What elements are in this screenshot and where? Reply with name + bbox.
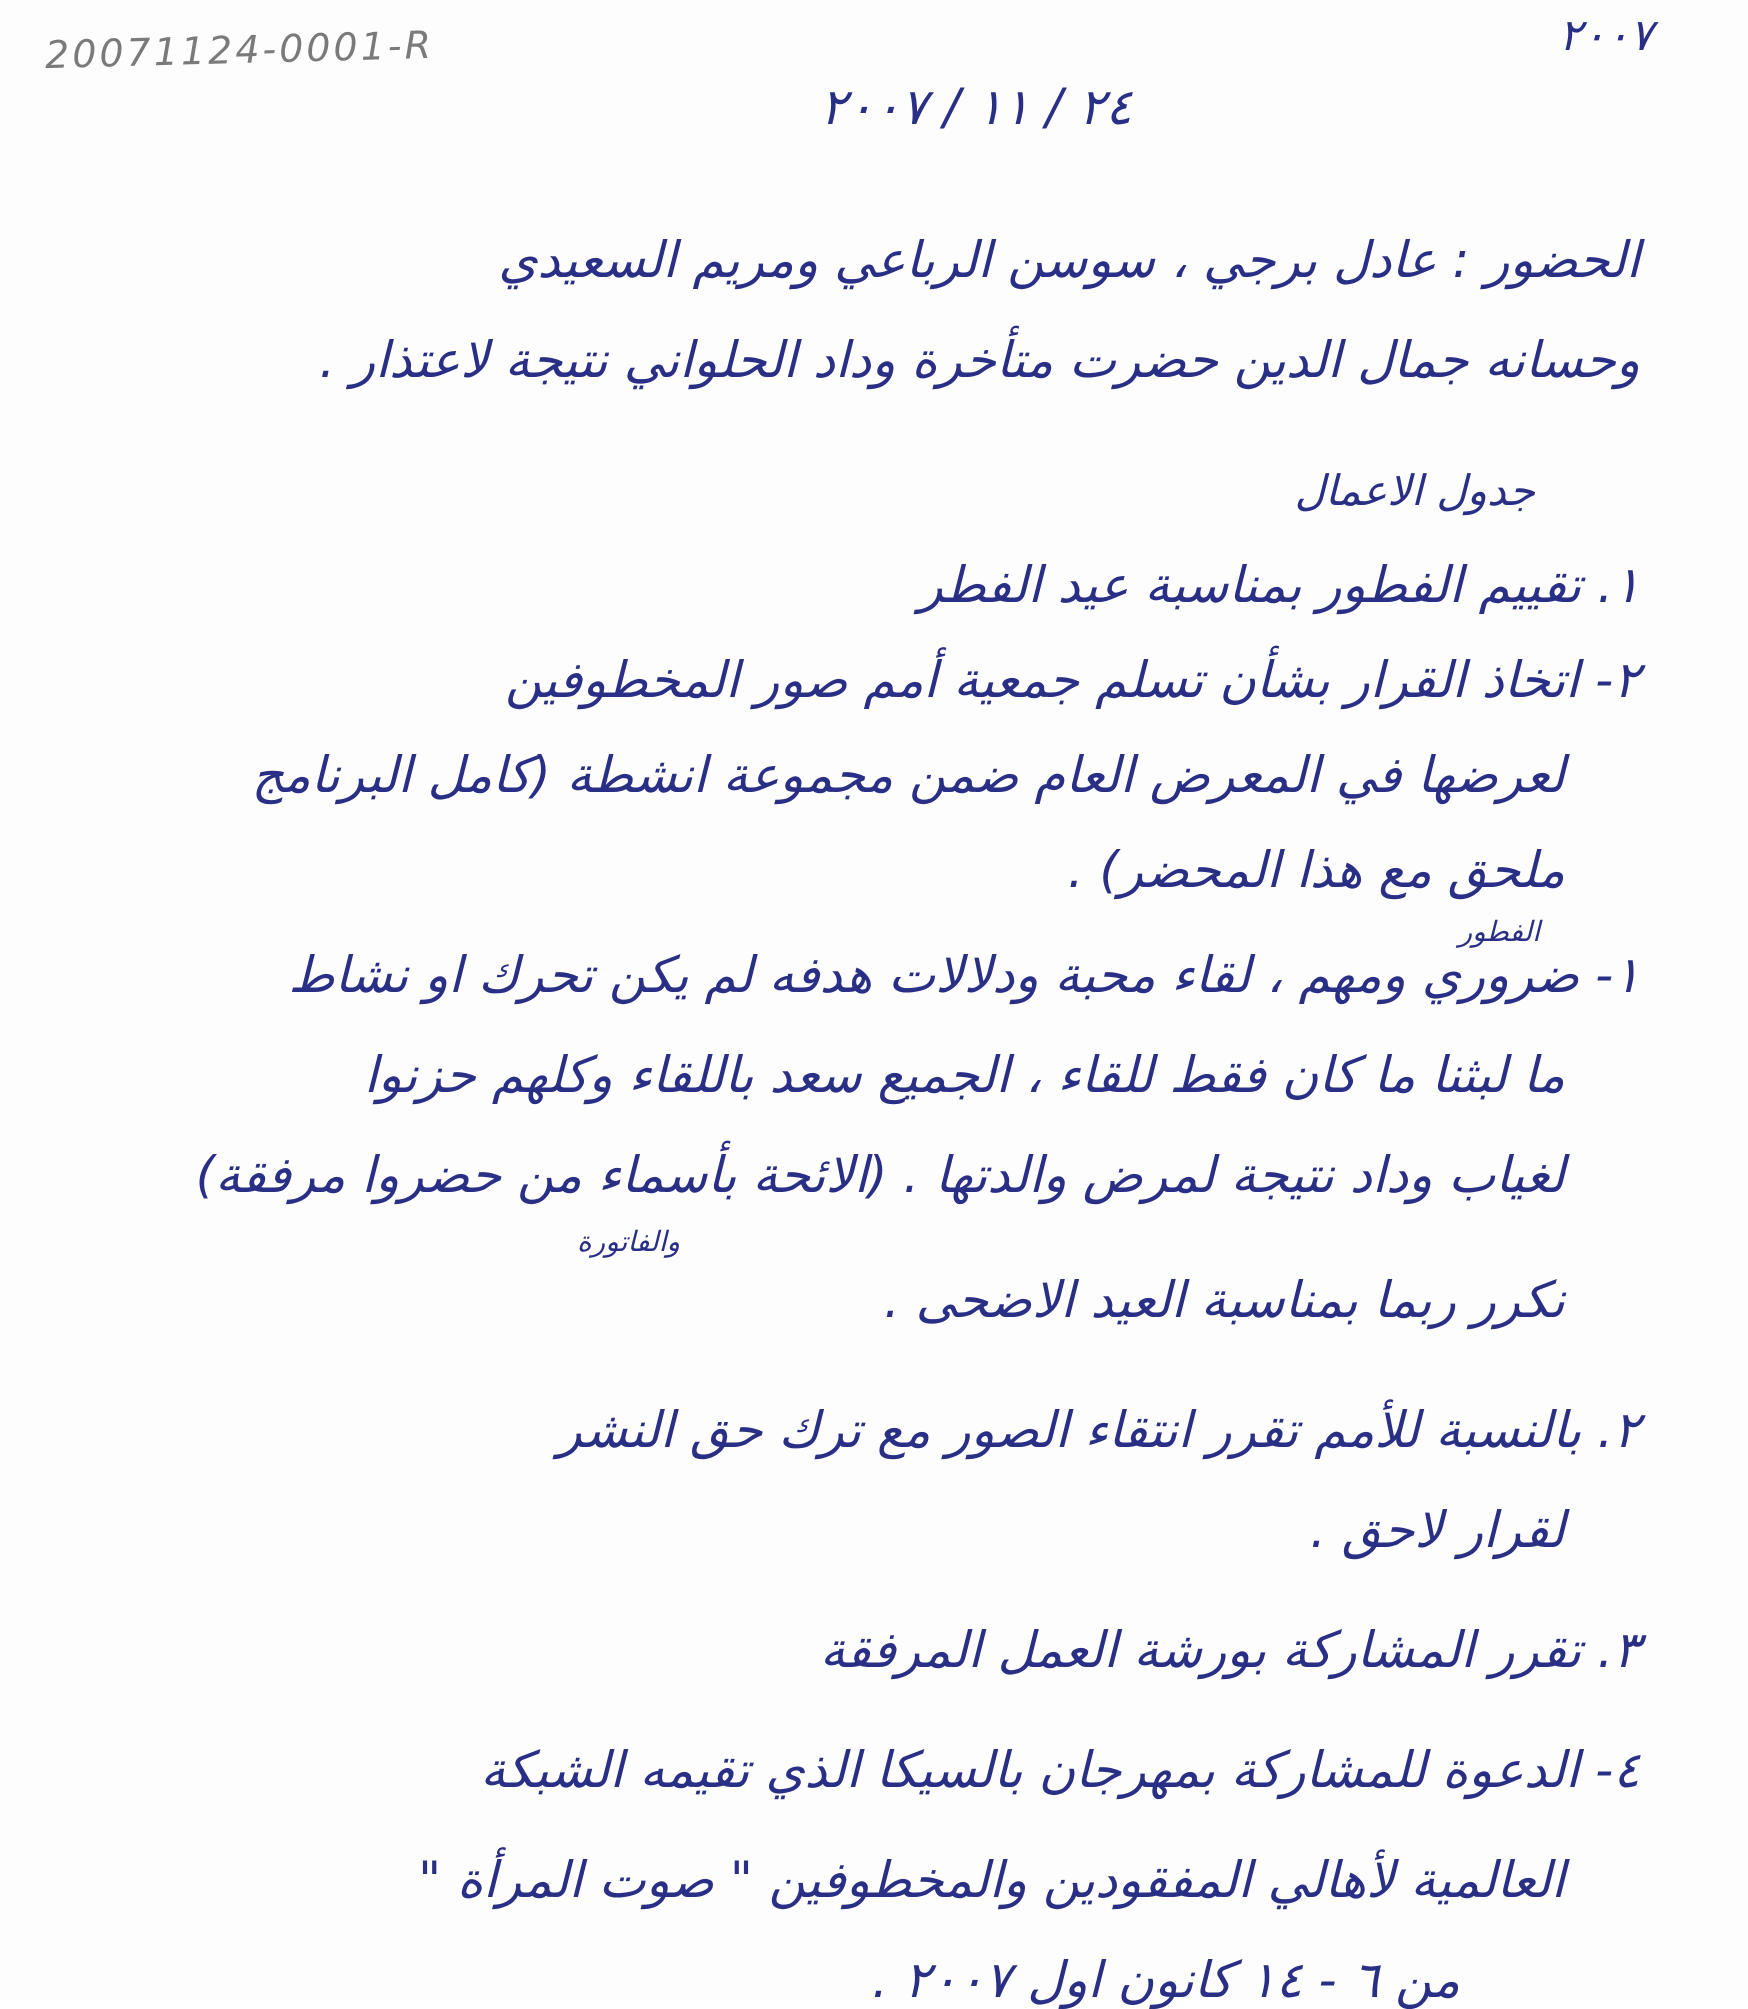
decision-4: ٤- الدعوة للمشاركة بمهرجان بالسيكا الذي تقيمه الشبكة (480, 1741, 1640, 1799)
agenda-item-2: ٢- اتخاذ القرار بشأن تسلم جمعية أمم صور المخطوفين (505, 651, 1640, 709)
agenda-item-1: ١. تقييم الفطور بمناسبة عيد الفطر (918, 556, 1640, 614)
decision-1-cont-3: نكرر ربما بمناسبة العيد الاضحى . (883, 1271, 1565, 1329)
agenda-heading: جدول الاعمال (1294, 466, 1535, 515)
decision-4-cont-2: من ٦ - ١٤ كانون اول ٢٠٠٧ . (872, 1951, 1460, 2009)
decision-1-cont: ما لبثنا ما كان فقط للقاء ، الجميع سعد باللقاء وكلهم حزنوا (363, 1046, 1565, 1104)
attendance-line: الحضور : عادل برجي ، سوسن الرباعي ومريم السعيدي (498, 231, 1640, 289)
folio-number: ٢٠٠٧ (1558, 10, 1653, 61)
margin-note-invoice: والفاتورة (577, 1225, 680, 1258)
decision-1-cont-2: لغياب وداد نتيجة لمرض والدتها . (الائحة بأسماء من حضروا مرفقة) (195, 1146, 1565, 1204)
decision-2-cont: لقرار لاحق . (1310, 1501, 1565, 1559)
decision-2: ٢. بالنسبة للأمم تقرر انتقاء الصور مع ترك حق النشر (557, 1401, 1640, 1459)
decision-4-cont: العالمية لأهالي المفقودين والمخطوفين " صوت المرأة " (418, 1851, 1565, 1909)
agenda-item-2-cont: لعرضها في المعرض العام ضمن مجموعة انشطة (كامل البرنامج (251, 746, 1565, 804)
document-date: ٢٤ / ١١ / ٢٠٠٧ (820, 78, 1133, 136)
decision-3: ٣. تقرر المشاركة بورشة العمل المرفقة (819, 1621, 1640, 1679)
margin-note-breakfast: الفطور (1458, 915, 1540, 948)
decision-1: ١- ضروري ومهم ، لقاء محبة ودلالات هدفه لم يكن تحرك او نشاط (288, 946, 1640, 1004)
attendance-line-2: وحسانه جمال الدين حضرت متأخرة وداد الحلواني نتيجة لاعتذار . (319, 331, 1640, 389)
reference-stamp: 20071124-0001-R (44, 22, 435, 78)
agenda-item-2-cont-2: ملحق مع هذا المحضر) . (1067, 841, 1565, 899)
